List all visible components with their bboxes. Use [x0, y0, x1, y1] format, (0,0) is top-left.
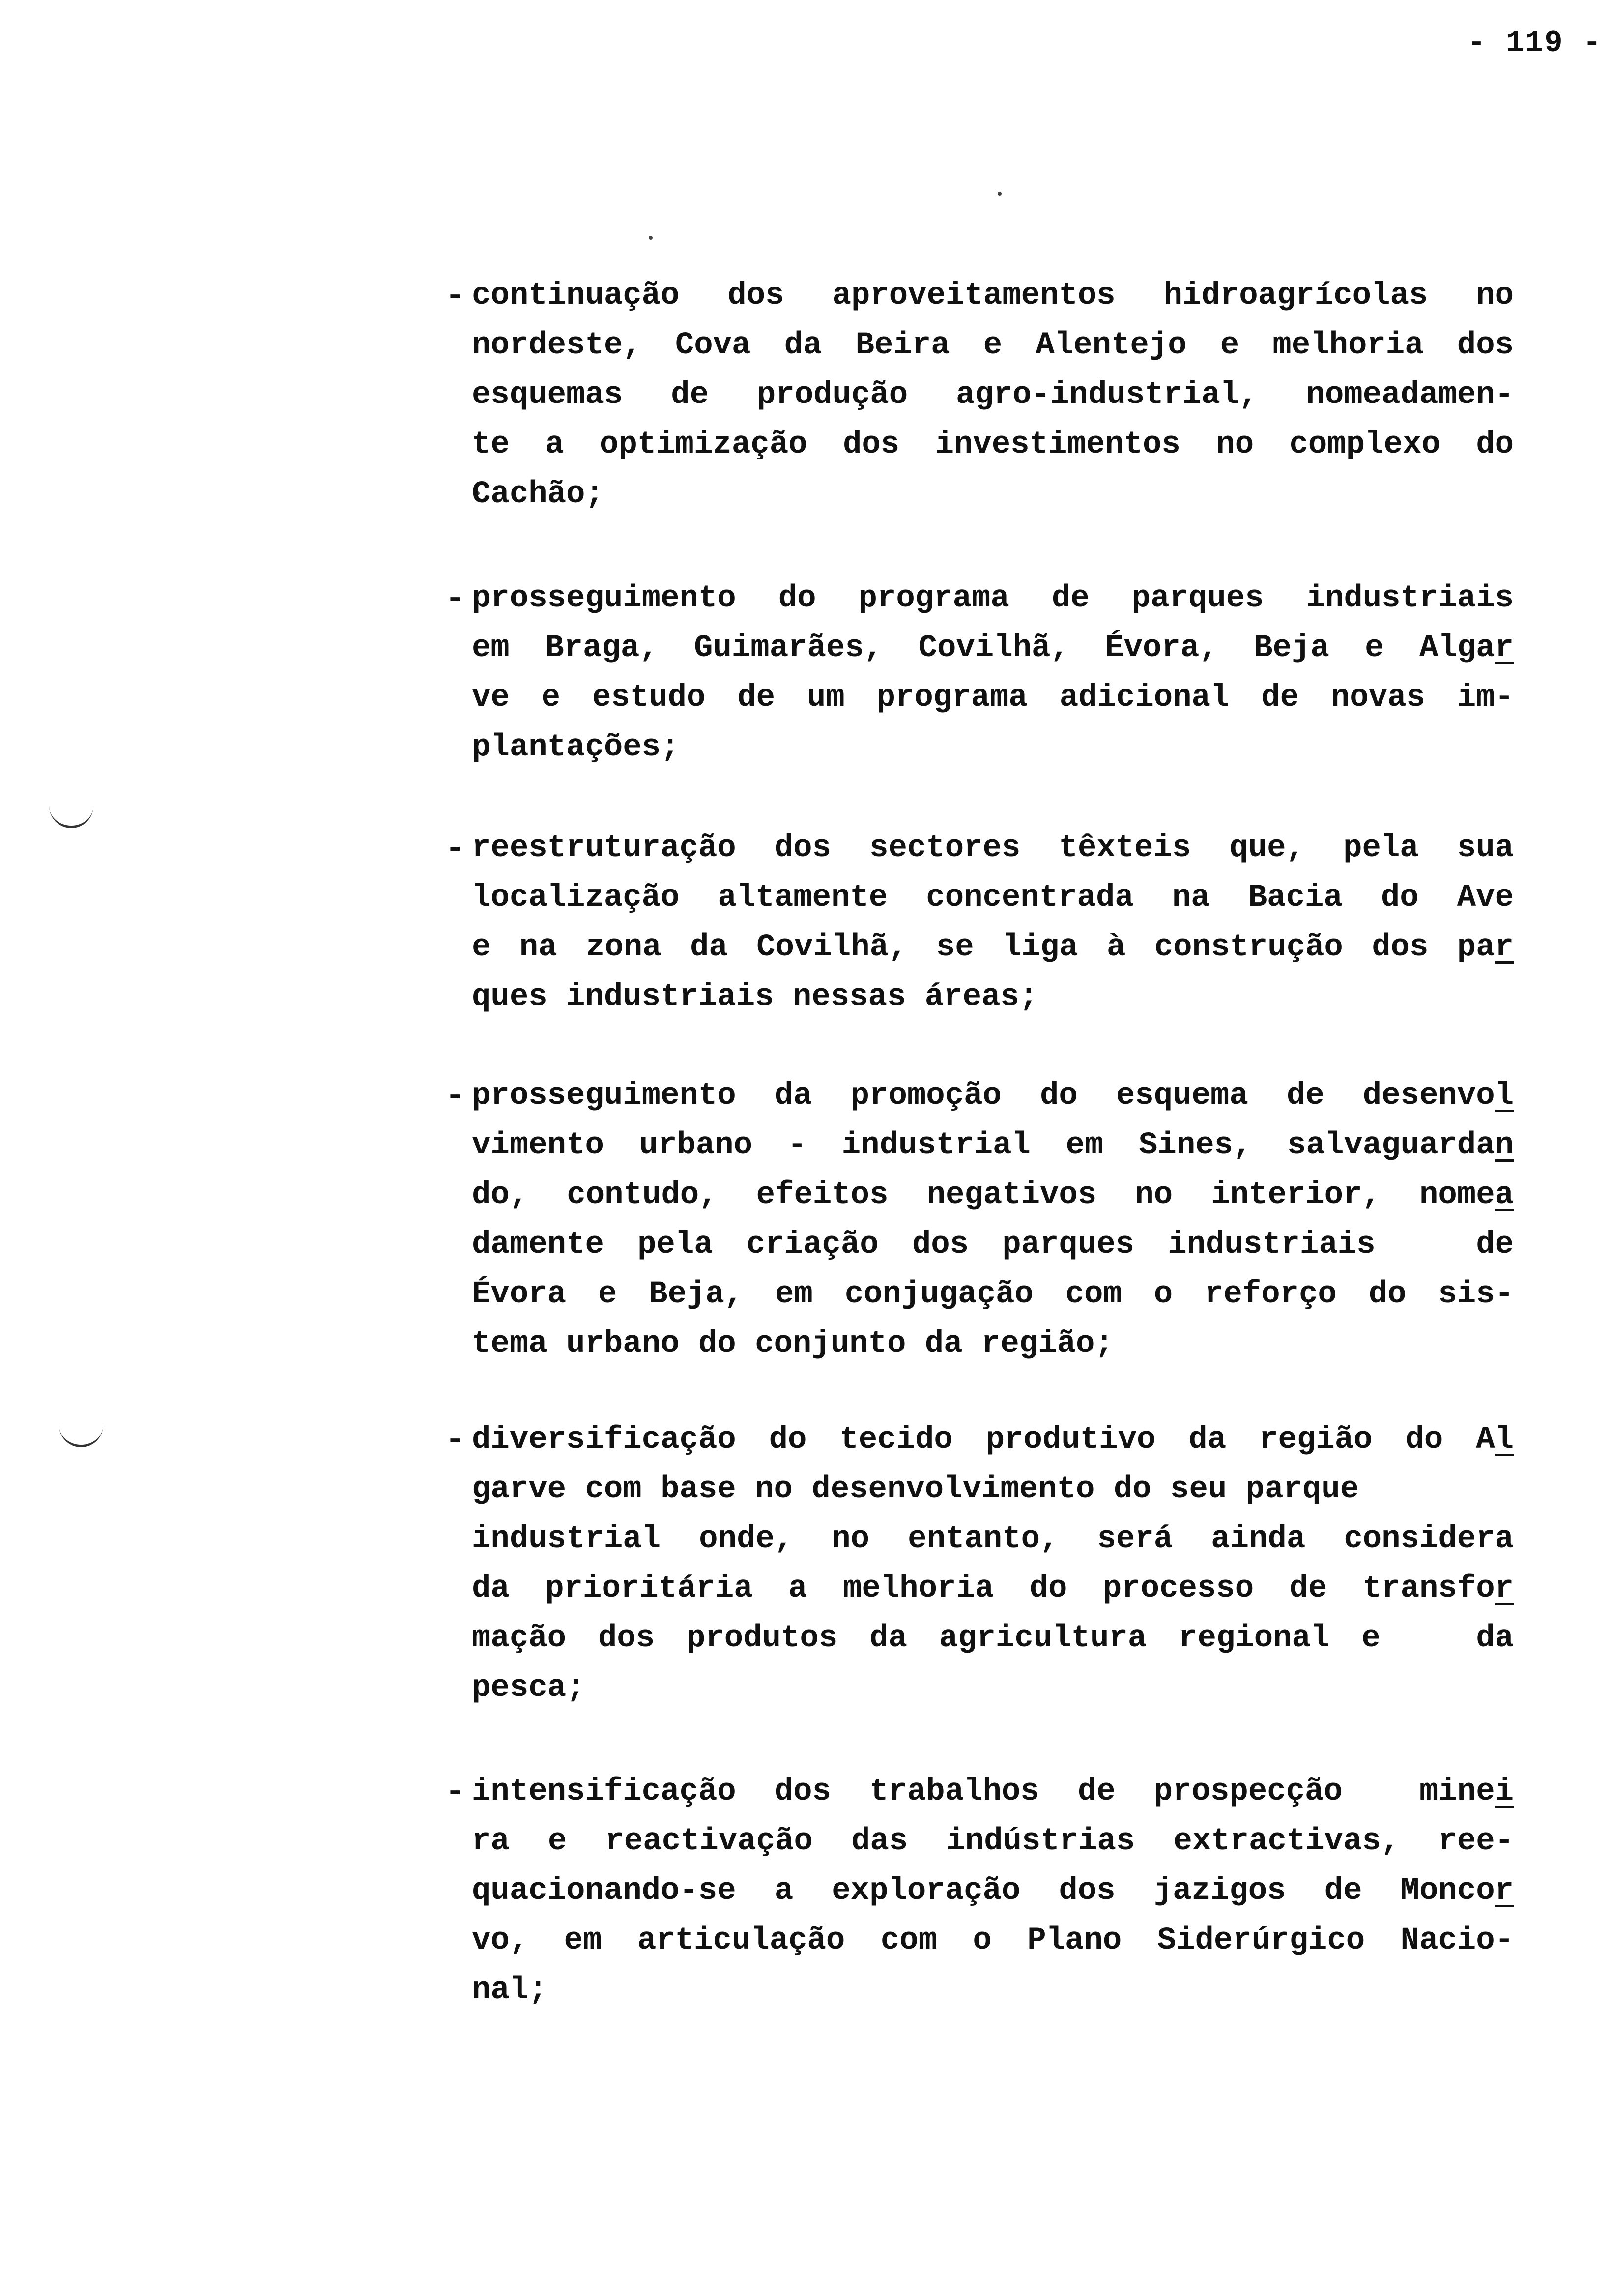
page-number: - 119 -: [1467, 26, 1602, 60]
text-line: Cachão;: [472, 477, 604, 512]
text-line: prosseguimento do programa de parques industriais: [472, 581, 1514, 616]
list-dash: -: [445, 1774, 465, 1810]
text-line: nordeste, Cova da Beira e Alentejo e melhoria dos: [472, 328, 1514, 363]
list-item: [445, 1071, 1514, 1369]
text-line: ve e estudo de um programa adicional de novas im-: [472, 680, 1514, 716]
text-line: reestruturação dos sectores têxteis que, pela sua: [472, 831, 1514, 866]
list-dash: -: [445, 278, 465, 315]
text-line: industrial onde, no entanto, será ainda considera: [472, 1521, 1514, 1557]
text-line: te a optimização dos investimentos no complexo do: [472, 427, 1514, 462]
text-line: Évora e Beja, em conjugação com o reforço do sis-: [472, 1277, 1514, 1312]
text-line: mação dos produtos da agricultura regional e da: [472, 1621, 1514, 1656]
text-line: plantações;: [472, 730, 680, 765]
text-line: intensificação dos trabalhos de prospecção minei: [472, 1774, 1514, 1809]
list-dash: -: [445, 830, 465, 867]
text-line: ques industriais nessas áreas;: [472, 979, 1038, 1015]
text-line: garve com base no desenvolvimento do seu parque: [472, 1472, 1359, 1507]
list-item: [445, 824, 1514, 1022]
text-line: prosseguimento da promoção do esquema de desenvol: [472, 1078, 1514, 1114]
margin-mark: [59, 1425, 103, 1447]
list-dash: -: [445, 1078, 465, 1115]
list-item: [445, 271, 1514, 519]
text-line: vimento urbano - industrial em Sines, salvaguardan: [472, 1128, 1514, 1163]
text-line: diversificação do tecido produtivo da região do Al: [472, 1422, 1514, 1458]
scan-speck: [649, 236, 653, 240]
scan-speck: [998, 192, 1002, 196]
list-item: [445, 1767, 1514, 2015]
text-line: nal;: [472, 1973, 547, 2008]
margin-mark: [49, 806, 93, 828]
text-line: continuação dos aproveitamentos hidroagrícolas no: [472, 278, 1514, 314]
text-line: tema urbano do conjunto da região;: [472, 1326, 1114, 1362]
list-dash: -: [445, 1422, 465, 1459]
text-line: em Braga, Guimarães, Covilhã, Évora, Beja e Algar: [472, 631, 1514, 666]
list-dash: -: [445, 580, 465, 617]
text-line: da prioritária a melhoria do processo de transfor: [472, 1571, 1514, 1607]
text-line: localização altamente concentrada na Bacia do Ave: [472, 880, 1514, 916]
list-item: [445, 1415, 1514, 1713]
list-item: [445, 574, 1514, 773]
text-line: damente pela criação dos parques industriais de: [472, 1227, 1514, 1263]
text-line: quacionando-se a exploração dos jazigos de Moncor: [472, 1873, 1514, 1909]
text-line: ra e reactivação das indústrias extractivas, ree-: [472, 1824, 1514, 1859]
text-line: do, contudo, efeitos negativos no interior, nomea: [472, 1177, 1514, 1213]
text-line: vo, em articulação com o Plano Siderúrgico Nacio-: [472, 1923, 1514, 1958]
text-line: pesca;: [472, 1670, 585, 1706]
text-line: e na zona da Covilhã, se liga à construção dos par: [472, 930, 1514, 965]
text-line: esquemas de produção agro-industrial, nomeadamen-: [472, 377, 1514, 413]
